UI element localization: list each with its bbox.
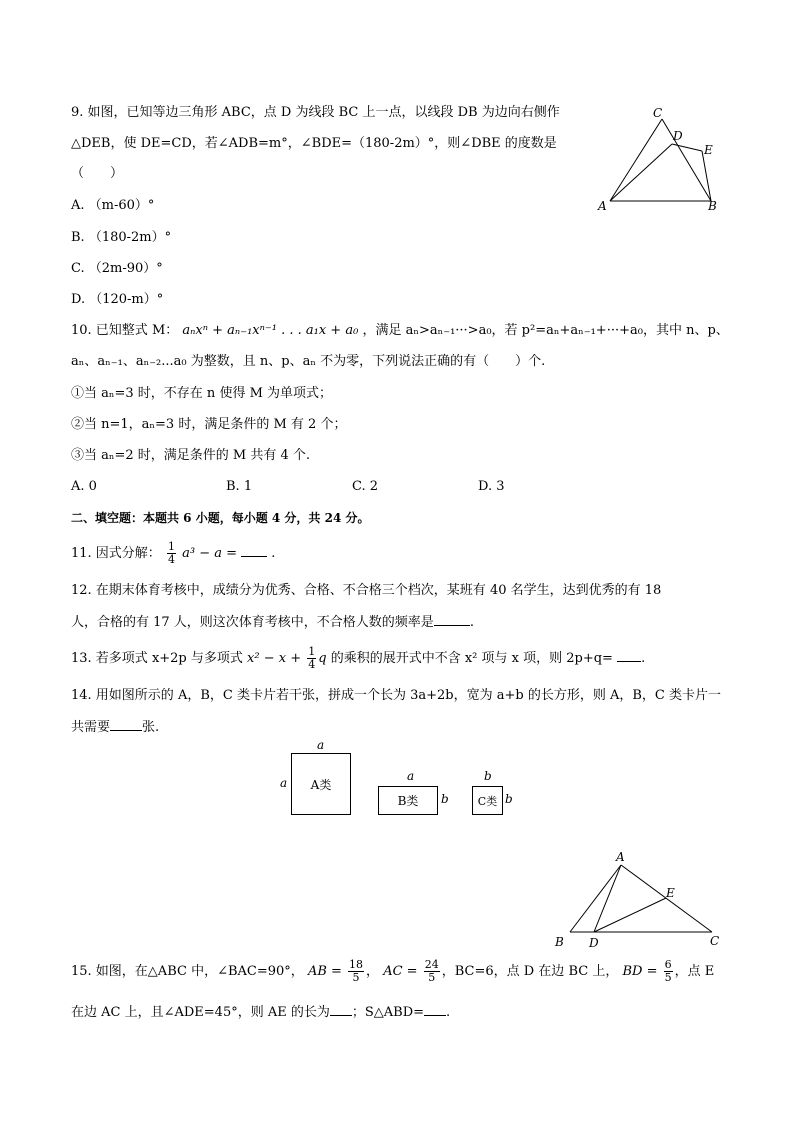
q13-frac-num: 1 — [308, 645, 316, 658]
q15-ab-fraction — [348, 959, 364, 984]
card-b-side-label: b — [441, 792, 449, 806]
q9-label-c: C — [653, 106, 663, 120]
q9-label-d: D — [673, 129, 683, 143]
q13-frac-den: 4 — [308, 658, 316, 671]
q15-ab-num: 18 — [349, 958, 364, 971]
q15-bd-den: 5 — [664, 971, 672, 984]
q12-line2 — [71, 613, 474, 632]
q15-line1: 15. 如图，在△ABC 中，∠BAC=90°， AB = $\frac{18}{5}$ ， AC = $\frac{24}{5}$ ，BC=6，点 D 在边 BC 上， BD = $\frac{6}{5}$ ，点 E — [71, 958, 715, 984]
q11-fraction — [167, 541, 176, 566]
q13-suffix: 的乘积的展开式中不含 x² 项与 x 项，则 2p+q= — [330, 651, 613, 666]
q13-answer-blank[interactable] — [617, 649, 641, 662]
q9-label-a: A — [598, 199, 607, 213]
q9-option-d: D. （120-m）° — [71, 292, 164, 307]
q11-answer-blank[interactable] — [241, 544, 267, 557]
q11-frac-den: 4 — [167, 553, 175, 566]
q14-cards-figure — [270, 738, 530, 820]
q10-option-a: A. 0 — [71, 479, 97, 494]
q15-mid: BC=6，点 D 在边 BC 上， — [454, 964, 619, 979]
card-b-label: B类 — [397, 794, 419, 808]
q13-expression-1: x² − x + — [247, 651, 302, 666]
q15-ac: AC = — [383, 964, 418, 979]
q9-label-e: E — [704, 143, 713, 157]
q15-triangle-figure — [550, 848, 730, 954]
q10-statement-2: ②当 n=1，aₙ=3 时，满足条件的 M 有 2 个； — [71, 417, 347, 432]
q15-bd-fraction — [664, 959, 673, 984]
q15-label-d: D — [589, 936, 599, 950]
q14-line2 — [71, 718, 159, 737]
q9-line1: 9. 如图，已知等边三角形 ABC，点 D 为线段 BC 上一点，以线段 DB 为边向右侧作 — [71, 105, 560, 120]
q11-expression: a³ − a = — [182, 546, 237, 561]
q10-option-c: C. 2 — [352, 479, 379, 494]
q15-ac-den: 5 — [428, 971, 436, 984]
q9-paren: （ ） — [71, 166, 124, 181]
card-c-label: C类 — [477, 794, 498, 808]
q13-fraction — [307, 646, 316, 671]
q15-tail: ，点 E — [674, 964, 715, 979]
q11-suffix: . — [271, 546, 276, 561]
q15-bd: BD = — [622, 964, 658, 979]
q10-prefix: 10. 已知整式 M： — [71, 323, 179, 338]
q15-bd-num: 6 — [664, 958, 672, 971]
q13-expression-2: q — [318, 651, 327, 666]
q9-label-b: B — [708, 199, 717, 213]
q15-ac-num: 24 — [424, 958, 439, 971]
q12-answer-blank[interactable] — [434, 613, 470, 626]
q9-option-a: A. （m-60）° — [71, 198, 155, 213]
q11-frac-num: 1 — [167, 540, 175, 553]
q15-label-b: B — [555, 935, 564, 949]
card-b-top-label: a — [407, 769, 415, 783]
q9-triangle-figure — [596, 104, 726, 216]
q15-line2-end: . — [446, 1005, 451, 1020]
q15-label-c: C — [710, 934, 720, 948]
q12-line2-text: 人，合格的有 17 人，则这次体育考核中，不合格人数的频率是 — [71, 615, 434, 630]
q15-line2-text: 在边 AC 上，且∠ADE=45°，则 AE 的长为 — [71, 1005, 330, 1020]
q15-ab-den: 5 — [352, 971, 360, 984]
q14-line2-end: 张. — [142, 720, 160, 735]
q12-line2-end: . — [469, 615, 474, 630]
q9-line2: △DEB，使 DE=CD，若∠ADB=m°，∠BDE=（180-2m）°，则∠DBE 的度数是 — [71, 136, 557, 151]
card-a-label: A类 — [310, 777, 332, 792]
q14-answer-blank[interactable] — [110, 718, 142, 731]
card-a-top-label: a — [317, 738, 325, 752]
q10-statement-3: ③当 aₙ=2 时，满足条件的 M 共有 4 个. — [71, 448, 311, 463]
q15-label-e: E — [666, 886, 675, 900]
card-c-side-label: b — [505, 792, 513, 806]
card-c — [472, 786, 503, 815]
q10-statement-1: ①当 aₙ=3 时，不存在 n 使得 M 为单项式； — [71, 386, 333, 401]
q10-expression: aₙxⁿ + aₙ₋₁xⁿ⁻¹ . . . a₁x + a₀ — [182, 323, 359, 338]
q13-end: . — [641, 651, 646, 666]
q10-option-b: B. 1 — [226, 479, 253, 494]
card-c-top-label: b — [484, 769, 492, 783]
q15-prefix: 15. 如图，在△ABC 中，∠BAC=90°， — [71, 964, 304, 979]
q15-line2-mid: ；S△ABD= — [351, 1005, 425, 1020]
q11-line — [71, 540, 275, 568]
q12-line1: 12. 在期末体育考核中，成绩分为优秀、合格、不合格三个档次，某班有 40 名学生，达到优秀的有 18 — [71, 583, 662, 598]
q10-line1 — [71, 322, 729, 340]
q14-line2-text: 共需要 — [71, 720, 111, 735]
q10-option-d: D. 3 — [478, 479, 505, 494]
q15-line2 — [71, 1003, 450, 1022]
q15-area-blank[interactable] — [424, 1003, 446, 1016]
card-a — [291, 753, 351, 815]
q15-ae-blank[interactable] — [330, 1003, 352, 1016]
q14-line1: 14. 用如图所示的 A，B，C 类卡片若干张，拼成一个长为 3a+2b，宽为 a+b 的长方形，则 A，B，C 类卡片一 — [71, 688, 721, 703]
q11-prefix: 11. 因式分解： — [71, 546, 161, 561]
q15-ab: AB = — [307, 964, 342, 979]
q13-line — [71, 645, 645, 673]
section-2-header: 二、填空题：本题共 6 小题，每小题 4 分，共 24 分。 — [71, 511, 370, 525]
card-a-side-label: a — [280, 776, 288, 790]
q15-label-a: A — [616, 850, 625, 864]
q15-ac-fraction — [424, 959, 440, 984]
card-b — [378, 786, 438, 815]
q10-line2: aₙ、aₙ₋₁、aₙ₋₂...a₀ 为整数，且 n、p、aₙ 不为零，下列说法正确的有（ ）个. — [71, 354, 546, 369]
q9-option-b: B. （180-2m）° — [71, 230, 172, 245]
q10-condition: ，满足 aₙ>aₙ₋₁···>a₀，若 p²=aₙ+aₙ₋₁+···+a₀，其中 n、p、 — [362, 323, 729, 338]
q13-prefix: 13. 若多项式 x+2p 与多项式 — [71, 651, 243, 666]
q9-option-c: C. （2m-90）° — [71, 261, 163, 276]
